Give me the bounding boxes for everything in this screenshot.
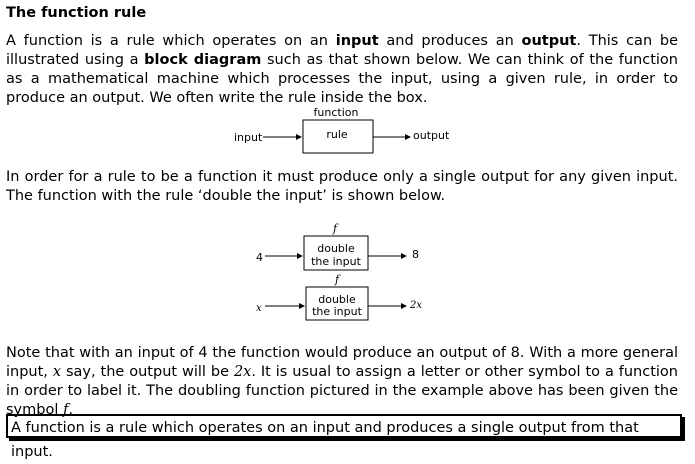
- symbol-f-top: f: [332, 222, 338, 235]
- input-value-top: 4: [256, 251, 263, 264]
- function-label: function: [313, 106, 359, 119]
- block-diagram-general: [0, 100, 695, 160]
- note-paragraph: [6, 344, 678, 420]
- text-span: say, the output will be: [61, 364, 234, 380]
- box-line1-bottom: double: [318, 293, 356, 306]
- math-2x: 2x: [233, 364, 252, 380]
- term-block-diagram: block diagram: [144, 52, 262, 68]
- text-span: such as that shown below. We can think of the function as a mathematical machine which processes the input, using a given rule, in order to produce an output. We often write the rule inside the box.: [6, 52, 678, 106]
- intro-paragraph: [6, 32, 678, 108]
- input-label: input: [234, 131, 263, 144]
- math-x: x: [52, 364, 62, 380]
- text-span: Note that with an input of 4 the function would produce an output of 8. With a more general input,: [6, 345, 678, 380]
- condition-paragraph: In order for a rule to be a function it must produce only a single output for any given input. The function with the rule ‘double the input’ is shown below.: [6, 169, 678, 204]
- term-input: input: [335, 33, 379, 49]
- text-span: A function is a rule which operates on an: [6, 33, 336, 49]
- box-line2-top: the input: [311, 255, 361, 268]
- output-value-top: 8: [412, 248, 419, 261]
- term-output: output: [521, 33, 577, 49]
- box-line1-top: double: [317, 242, 355, 255]
- input-value-bottom: x: [256, 303, 262, 314]
- definition-box: A function is a rule which operates on an input and produces a single output from that input.: [6, 414, 682, 438]
- rule-label: rule: [326, 128, 348, 141]
- text-span: . This can be illustrated using a: [6, 33, 678, 68]
- symbol-f-bottom: f: [334, 273, 340, 286]
- output-value-bottom: 2x: [410, 300, 423, 311]
- math-f: f: [62, 402, 69, 418]
- section-heading: The function rule: [6, 5, 147, 21]
- text-span: and produces an: [378, 33, 522, 49]
- block-diagram-double: [0, 220, 695, 330]
- text-span: . It is usual to assign a letter or other symbol to a function in order to label it. The doubling function pictured in the example above has been given the symbol: [6, 364, 678, 418]
- box-line2-bottom: the input: [312, 305, 362, 318]
- output-label: output: [413, 129, 450, 142]
- text-span: .: [68, 402, 73, 418]
